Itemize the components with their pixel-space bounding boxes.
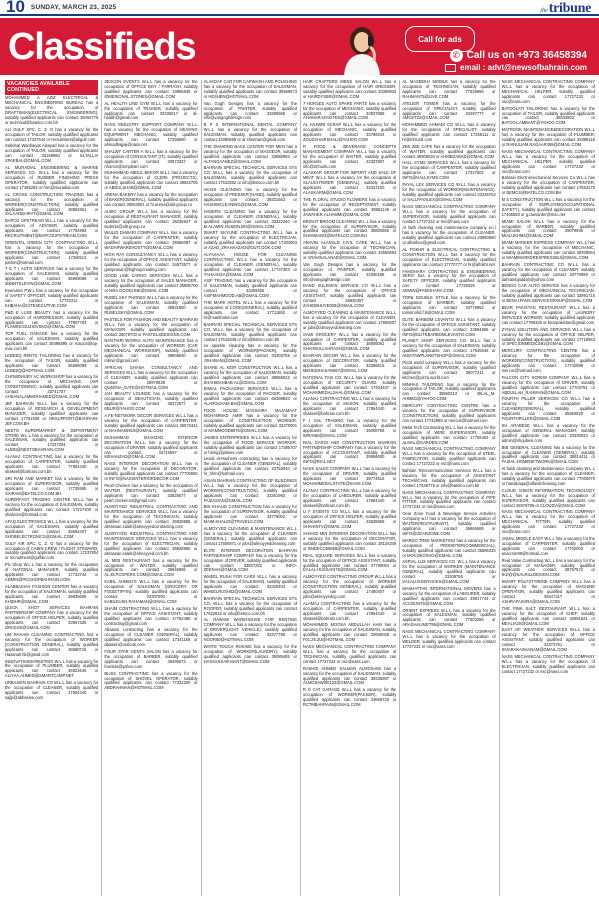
classified-ad: AFAQ ELECTRONICS W.L.L has a vacancy for the occupation of SALESMAN, suitably qualified applicants can contact 38692407 or SHOBELECTRONICS@GMAIL.COM (5, 518, 99, 539)
classified-ad: MERCURY CONTRACTING CENTRE has a vacancy for the occupation of WORKER(CONSTRUCTION), suitably qualified applicants can contact 17742988 or mercur@hotmail.com (501, 348, 595, 374)
classified-ad: 3ESCON EVENTS W.L.L has a vacancy for the occupation of OFFICE BOY / FARRASH, suitably qualified applicants can contact 33966835 or IDMESIONAL.STONES@GMAIL.COM (104, 80, 198, 99)
classified-ad: 7 HORSES AUTO SPARE PARTS has a vacancy for the occupation of MECHANIC, suitably qualified applicants can contact 33937889 or AHAMARAZAKITES@GMAIL.COM (302, 100, 397, 121)
classified-ad: Abaasin contracting has a vacancy for the occupation of CLEANER (GENERAL), suitably qualified applicants can contact 17341155 or abaasin@outlook.com (104, 627, 198, 648)
classified-ad: GULF AIR SPC. C. Z. O has a vacancy for the occupation of CABIN CREW / FLIGHT STEWARD, suitably qualified applicants can contact 17237804 or recruitment@gulfair.com (5, 540, 99, 561)
classified-ad: HADERS CLEANING has a vacancy for the occupation of CLEANER (GENERAL), suitably qualified applicants can contact 33322340 or M.ALAMIN.HUSEIN.BH@GMAIL.COM (203, 208, 297, 229)
classified-ad: TOP FUEL GARAGE has a vacancy for the occupation of SALESMAN, suitably qualified applicants can contact 36495895 or mauzo@top-max.com.bh (5, 331, 99, 352)
column-2 (101, 80, 197, 896)
classified-ad: NASS MECHANICAL CONTRACTING COMPANY W.L.L has a vacancy for the occupation of MECHANICAL HELPER, suitably qualified applicants can contact 17727232 or nsc@nass.com (501, 80, 595, 104)
classified-ad: TOP& DOUBLE STYLE has a vacancy for the occupation of BARBER, suitably qualified applicants can contact 33779953 or tomsmohd.f.b@GMAIL.COM (402, 295, 496, 315)
classified-ad: T E T I AUTO SERVICES has a vacancy for the occupation of SALESMAN, suitably qualified applicants can contact 36969088 or 30684TELEVIN@GMAIL.COM (5, 266, 99, 287)
classified-ad: Al faith cleaning and maintenance company w.l.l has a vacancy for the occupation of CLEANER, suitably qualified applicants can contact 33960660 or alfaithco@gmail.com (402, 225, 496, 246)
classified-ad: AL HEALTH LINE GYM W.L.L has a vacancy for the occupation of TRAINER, suitably qualified applicants can contact 33336017 or al-health@gmail.com (104, 100, 198, 121)
classified-ad: REAL SQUARE SERVICES W.L.L has a vacancy for the occupation of OFFICE ASSISTANT, suitably qualified applicants can contact 37799054 or DALAL.HUSSAIN75@GMAIL.COM (302, 552, 397, 573)
classified-ad: NASS MECHANICAL CONTRACTING COMPANY W.L.L has a vacancy for the occupation of MECHANICAL HELPER, suitably qualified applicants can contact 17727232 or nsc@nass.com (501, 148, 595, 174)
classified-ad: WHEEL RUSH FOR CARS W.L.L has a vacancy for the occupation of SALESMAN, suitably qualified applicants can contact 33320404 or WHEELRUSH02@GMAIL.COM (203, 574, 297, 595)
classified-ad: MIAMI SALON W.L.L has a vacancy for the occupation of BARBER, suitably qualified applicants can contact 39079936 or MIALUKHM2@GMAIL.COM (501, 218, 595, 239)
speech-bubble: Call for ads (405, 26, 475, 52)
classified-ad: ALMOYYED CLEANING & MAINTENANCE W.L.L has a vacancy for the occupation of CLEANER, suitably qualified applicants can contact 17806007 or jobs@almoyyedcleaning.com (302, 309, 397, 330)
classified-ad: BIN KHALID CONSTRUCTION has a vacancy for the occupation of SUPERVISOR, suitably qualified applicants can contact 33779002 or MAIM.KHALID@TRAVELS.COM (203, 504, 297, 525)
classified-ad: ARAVIN ALANALD CIVIL CARE W.L.L has a vacancy for the occupation of TECHNICIAN, suitably qualified applicants can contact 34566693 or ARAVINALANAD@GMAIL.COM (302, 240, 397, 261)
classified-ad: Executive P.W.L has a vacancy for the occupation of SAFETY OFFICER, suitably qualified applicants can contact 17733311 or KHBAHA@CITEXECUTIVE.COM (5, 288, 99, 308)
classified-ad: THE FLORAL STUDIO FLOWERS has a vacancy for the occupation of RECEPTIONIST, suitably qualified applicants can contact 38581146 or JAWAHER.ALHAMMI@GMAIL.COM (302, 196, 397, 217)
classified-ad: PAYAL LEX SERVICES CO W.L.L has a vacancy for the occupation of WORKER(MAINTENANCE), suitably qualified applicants can contact 33336753 or SALLPAYALEX@GMAIL.COM (402, 182, 496, 202)
classified-ad: NASS MECHANICAL CONTRACTING COMPANY W.L.L has a vacancy for the occupation of SUPERVISOR, suitably qualified applicants can contact 17727232 or nsc@nass.com (402, 203, 496, 224)
classified-ad: SHARE AL KEIR CONSTRUCTION W.L.L has a vacancy for the occupation of SALESMAN, suitably qualified applicants can contact 38866022 or SHAHIBAHBAB.AL@GMAIL.COM (203, 364, 297, 385)
classified-ad: INNOVATIVEMARKETING W.L.L has a vacancy for the occupation of PLUMBER, suitably qualified applicants can contact 36822646 or ALIYAA.AHMED@SMARTCAMP.NET (5, 658, 99, 679)
classified-ad: ALMOYYED CLEANING & MAINTENANCE W.L.L has a vacancy for the occupation of CLEANER (GENERAL), suitably qualified applicants can contact 17806871 or jobs@almoyyedcleaning.com (203, 526, 297, 546)
email-text: email : advt@newsofbahrain.com (460, 63, 587, 72)
column-ads (502, 80, 595, 675)
newspaper-logo (540, 1, 591, 17)
classified-ad: URBASIEN BAHRAIN CO W.L.L has a vacancy for the occupation of CLEANER, suitably qualified applicants can contact 17554340 or sajlp@abbasiee.com (5, 680, 99, 700)
classified-ad: BATOOLATI TAILORING has a vacancy for the occupation of TAILOR, suitably qualified applicants can contact 38033802 or BATOOL.AMBANT@YAHOO.COM (501, 105, 595, 126)
classified-ad: SHAIM CONTRACTING W.L.L has a vacancy for the occupation of OFFICE ASSISTANT, suitably qualified applicants can contact 17752489 or contracting@gmail.com (104, 605, 198, 626)
classified-ad: BRIGHT BROOM CLEANING W.L.L has a vacancy for the occupation of SUPERVISOR, suitably qualified applicants can contact 38800566 or SHAMSADD@BATELCO.COM.BH (302, 218, 397, 239)
classified-ad: JAMAL MIDDLE EAST W.L.L has a vacancy for the occupation of CARPENTER, suitably qualified applicants can contact 17702003 or anacmm99@hotmail.com (501, 535, 595, 556)
classified-ad: RUBEL SKY PHONES W.L.L has a vacancy for the occupation of SALESMAN, suitably qualified applicants can contact 36931800 or RUBELSKY@GMAIL.COM (104, 295, 198, 315)
classified-ad: Sahebal Wanhaiyat Alsayad has a vacancy for the occupation of TAILOR, suitably qualified applicants can contact 33159960 or ELTALLIA SPAEBAL@GMAIL.COM (5, 143, 99, 164)
classified-ad: ALBIO GROUP W.L.L has a vacancy for the occupation of RESTAURANT MANAGER, suitably qualified applicants can contact 35036847 or tsubmis@alit-group.co (104, 208, 198, 229)
classified-ad: MUHAMMAD SHAHZAD INTERIOR DECORATION W.L.L has a vacancy for the occupation of DRIVER, suitably qualified applicants can contact 33716597 or MSHAHZAD@GMAIL.COM (104, 434, 198, 460)
classified-ad: NASS INDUSTRY SUPPORT COMPANY W.L.L has a vacancy for the occupation of HEAVING EQUIPMENT MECHANIC, suitably qualified applicants can contact 17256600 or ahmadhajjaji@nass.net (104, 122, 198, 148)
classified-ad: MATROOK MAINTENANCE&DECORATION W.L.L has a vacancy for the occupation of PLUMBER, suitably qualified applicants can contact 38398118 or RAINUUAM.NAGAAR455@GMAIL.COM (501, 127, 595, 148)
classified-ad: BEAR PAKISTAN RESTAURANT W.L.L has a vacancy for the occupation of LAUNDRY SERVICES WORKER, suitably qualified applicants can contact 17786335 or bearpakistan@gmail.com (501, 305, 595, 325)
classified-ad: PLANET SHOP SERVICES CO. W.L.L has a vacancy for the occupation of SALESMAN, suitably qualified applicants can contact 17545646 or ANISTAWPLANETSHOP@GMAIL.COM (402, 338, 496, 359)
classified-ad: PASTELS FOR FASHION AND BEAUTY BAHRAIN W.L.L has a vacancy for the occupation of MANAGER, suitably qualified applicants can contact 38079703 or PASTELSDESIGNS.COM (104, 316, 198, 337)
call-text: Call us on +973 36458394 (466, 50, 587, 61)
classified-ad: CLOUD VISION INFORMATION TECHNOLOGY W.L.L has a vacancy for the occupation of SUPERVISOR, suitably qualified applicants can contact 36979795 or CLOUDV@GMAIL.COM (501, 487, 595, 508)
classified-ad: ALYAHAAA HOUSE FOR CLEANING CONTRACTING W.L.L has a vacancy for the occupation of CLEANER (GENERAL), suitably qualified applicants can contact 17737303 or YAHAAHSA@GMAIL.COM (203, 251, 297, 277)
classified-ad: NASS MECHANICAL CONTRACTING COMPANY W.L.L has a vacancy for the occupation of STEEL FABRICATOR, suitably qualified applicants can contact 17727232 or nsc@nass.com (402, 446, 496, 467)
classified-ad: GOOD LINE CARGO SERVICES W.L.L has a vacancy for the occupation of SALES MANAGER, suitably qualified applicants can contact 35986700 or NOA.GOODLINE@GMAIL.COM (104, 273, 198, 294)
classified-ad: AL HAJWRI SCRAP W.L.L has a vacancy for the occupation of MECHANIC, suitably qualified applicants can contact 33789344 or ZOUZSHAIRSHALI@YAHOO.COM (302, 122, 397, 143)
classified-ad: NASS SALES COMPANY W.L.L has a vacancy for the occupation of DRIVER, suitably qualified applicants can contact 39774615 or MOHAMMEDALSTATE@NASS.COM (302, 466, 397, 487)
classified-ad: NASS MECHANICAL CONTRACTING COMPANY W.L.L has a vacancy for the occupation of TECHNICIAN, suitably qualified applicants can contact 17727232 or nsc@nass.com (302, 644, 397, 664)
page-number: 10 (6, 0, 25, 16)
classified-ad: AL RAWABI WAREHOUSE FOR RENTING COMPANY W.L.L has a vacancy for the occupation of DRIVER(LIGHT VEHICLE), suitably qualified applicants can contact 33377788 or NOOR80@HOTMAIL.COM (203, 617, 297, 643)
issue-date: SUNDAY, MARCH 23, 2025 (30, 3, 117, 11)
classified-ad: SRI RAM AND MARKET has a vacancy for the occupation of SUPERVISOR, suitably qualified applicants can contact 17735995 or SAIRAM@BATELCO.COM.BH (5, 475, 99, 496)
classified-ad: DAND SULEMAN SERVICE CO W.L.L has a vacancy for the occupation of OFFICE ASSISTANT, suitably qualified applicants can contact 36830457 or ZAHIDBHUYE009@GMAIL.COM (302, 283, 397, 309)
section-heading: VACANCIES AVAILABLE CONTINUED (5, 80, 98, 95)
classified-ad: R S CAT GARAGE W.L.L has a vacancy for the occupation of WORKER(PACKER), suitably qualified applicants can contact 33669733 or RCTMBAHRAIN@GMAIL.COM (302, 687, 397, 708)
column-5 (399, 80, 495, 896)
classified-ad: SUPERFAST TRADING CENTRE W.L.L has a vacancy for the occupation of SALESMAN, suitably qualified applicants can contact 17227200 or shahrom@hotmail.com (5, 497, 99, 518)
classified-ad: ORIENTAL GREEN CITY CONTRACTING W.L.L has a vacancy for the occupation of WORKER(CONSTRUCTION), suitably qualified applicants can contact 17390113 or pathm@hotmail.com (5, 239, 99, 265)
classified-ad: F I SAL TRADING has a vacancy for the occupation of SALESMAN, suitably qualified applicants can contact 39008768 or IMRANB@GMAIL.COM (302, 418, 397, 438)
column-ads (402, 80, 495, 650)
classified-ad: Gear Zone Food & Beverage Service Activities Company w.l.l has a vacancy for the occupation of WAITER(RESTAURANT), suitably qualified applicants can contact 36966669 or INFO@GEARZONE.COM (402, 511, 496, 536)
classified-ad: WHITE TOUCH ROKING has a vacancy for the occupation of WORKER(LAUNDRY), suitably qualified applicants can contact 39085485 or HASSANSAIF.MANT@GMAIL.COM (203, 644, 297, 664)
classified-ad: ZYNAN SOLUTION AND SERVICES W.L.L has a vacancy for the occupation of OFFICE HELPER, suitably qualified applicants can contact 17718963 or SPECIONMEDICS91@GMAIL.COM (501, 326, 595, 347)
column-ads (204, 80, 297, 665)
classified-ad: WAILID DAWARI COMPANY W.L.L has a vacancy for the occupation of CARPENTER, suitably qualified applicants can contact 39366087 or WADARWAREHOSTT@GMAIL.COM (104, 230, 198, 251)
classified-ad: ZEE ZEE CAFE has a vacancy for the occupation of WAITER, suitably qualified applicants can contact 39909030 or AHMEDABAD@GMAIL.COM (402, 143, 496, 159)
classified-ad: MIAMI MARKER EXPRESS COMPANY W.L.L has a vacancy for the occupation of MECHANIC, suitably qualified applicants can contact 39308054 or MIAMIMARKEREXPRESSBU@GMAIL.COM (501, 240, 595, 261)
classified-ad: RIAL GARGI AND CONSTRUCTION BAHRAIN PARTNERSHIP COMPANY has a vacancy for the occupation of ACCOUNTANT, suitably qualified applicants can contact 39966000 or INFO@RIAL.NET (302, 439, 397, 465)
classified-ad: MOHAMMED AHMADI CO W.L.L has a vacancy for the occupation of SPECIALIST, suitably qualified applicants can contact 17258111 or hr@mhcodl.com (402, 122, 496, 143)
classified-ad: A FE-NETWORK DECOR SERVICES W.L.L has a vacancy for the occupation of CARPENTER, suitably qualified applicants can contact 36573441 or NAHNAS8910@GMAIL.COM (104, 413, 198, 433)
classified-ad: AFRICAN GHANA CONSULTANCY AND SERVICES W.L.L has a vacancy for the occupation of CLEANER, suitably qualified applicants can contact 36978938 or QUEENA_GATE@HOTMAIL.COM (104, 364, 198, 390)
classified-ad: QUICK SHOT SERVICES BAHRAIN PARTNERSHIP COMPANY has a vacancy for the occupation of OFFICE HELPER, suitably qualified applicants can contact 33967325 or ORCESS@GMAIL.COM (5, 605, 99, 631)
classified-ad: JBF BAHRAIN W.L.L has a vacancy for the occupation of RESEARCH & DEVELOPMENT MANAGER, suitably qualified applicants can contact 17781938 or HRSUPPORT@BAHRAIN-JBF.COM.BH (5, 401, 99, 426)
classified-ad: ASIAN BAHRAIN CONTRACTING OF BUILDINGS W.L.L has a vacancy for the occupation of WORKER(CONSTRUCTION), suitably qualified applicants can contact 33361993 or FAIZASIAN@GMAIL.COM (203, 477, 297, 503)
mail-icon (445, 64, 456, 72)
classified-ad: UM RAHAM CLEANING CONTRACTING has a vacancy for the occupation of WORKER (CONSTRUCTION GENERAL), suitably qualified applicants can contact 38680715 or Hasanali.hk@gmail.com (5, 631, 99, 657)
classified-ad: ALASKAR GROUP FOR IMPORT AND SALE OF MEAT W.L.L has a vacancy for the occupation of SLAUGHTERER (GENERAL), suitably qualified applicants can contact 33337100 or ALASKARM@GMAIL.COM (302, 170, 397, 196)
classified-ad: FOOD HOUSE MASSHIRA MAJAMAAT MOHAMMAD AMIR has a vacancy for the occupation of CONSTRUCTION WORKER, suitably qualified applicants can contact 33370001 or MAMMOOD8978@GMAIL.COM (203, 408, 297, 433)
classified-ad: Bahrain Telecommunication Services W.L.L has a vacancy for the occupation of ASSISTANT TECHNICIAN, suitably qualified applicants can contact 17536775 or info@batelco.com.bh (402, 467, 496, 488)
classified-ad: B P S INTERNATIONAL DENTAL COMPANY W.L.L has a vacancy for the occupation of SALESMAN, suitably qualified applicants can contact 33390665 or dr.sheehan@gmail.com (203, 122, 297, 143)
classified-ad: AKSHI CLEANING has a vacancy for the occupation of PRESSER (HAND), suitably qualified applicants can contact 39331663 or HASHIMCLEANING@GMAIL.COM (203, 187, 297, 207)
classified-ad: AL MIDI RESTAURANT has a vacancy for the occupation of WAITER, suitably qualified applicants can contact 39946906 or AL.ELPCOPERS.COM@GMAIL.COM (104, 557, 198, 578)
classified-ad: ASIF TRADING has a vacancy for the occupation of SALESMAN, suitably qualified applicants can contact 33359460 or ASIFMAHMOOD.AB@GMAIL.COM (203, 278, 297, 299)
classified-ad: ALANAJ CONTRACTING W.L.L has a vacancy for the occupation of LABOURER, suitably qualified applicants can contact 17864440 or shakeel@bahrain.com.bh (302, 487, 397, 508)
woman-phone-illustration (330, 21, 394, 75)
classified-ad: HALL SYMS SERVICES W.L.L has a vacancy for the occupation of CARPENTER, suitably qualified applicants can contact 17337602 or INFO@HALLSYMS.COM (402, 160, 496, 181)
classified-ad: SHALWT CARTER A W.L.L has a vacancy for the occupation of CONSULTANT (IT), suitably qualified applicants can contact 33973327 or nhorsm@simplearr.com (104, 148, 198, 169)
classified-ad: Pizza world company W.L.L has a vacancy for the occupation of SUPERVISOR, suitably qualified applicants can contact 36077211 or kitchen@pizza.world.com (402, 359, 496, 380)
classified-ad: Lesail al-Hashemi contracting has a vacancy for the occupation of CLEANER (GENERAL), suitably qualified applicants can contact 33753040 or hr_hhm@hotmail.com (203, 456, 297, 477)
classified-ad: NASS MECHANICAL CONTRACTING COMPANY W.L.L has a vacancy for the occupation of WELDER, suitably qualified applicants can contact 17727232 or nsc@nass.com (402, 629, 496, 649)
classified-ad: ORIENT EXPRESS W.L.L has a vacancy for the occupation of SALESMAN, suitably qualified applicants can contact 77303366 or ARASHALIMET99@GMAIL.COM (402, 607, 496, 628)
classified-ad: FOURTH PILLER SERVICES CO W.L.L has a vacancy for the occupation of CLEANER(GENERAL), suitably qualified applicants can contact 35960820 or FOURTHPILLER@GMAIL.COM (501, 396, 595, 422)
classified-ad: MOHAMMED MOOSA ABDULLAH HAM has a vacancy for the occupation of SALESMAN, suitably qualified applicants can contact 33665028 or F01.25.2U@HOTMAIL.COM (302, 622, 397, 643)
email-line (445, 63, 587, 72)
classified-ad: no sparkle cleaning has a vacancy for the occupation of WORKER(PACKER), suitably qualified applicants can contact 33303759 or JSHABANI@GMAIL.COM (203, 343, 297, 364)
classified-ad: EAST OF WEATHER SERVICES W.L.L has a vacancy for the occupation of OFFICE ASSISTANT, suitably qualified applicants can contact 33373751 or SIVARAKASHANAM@GMAIL.COM (501, 627, 595, 653)
call-line (450, 49, 587, 62)
classified-ad: MOHAMMED A AZIZ ELECTRICAL & MECHANICAL ENGINEERING BUREAU has a vacancy for the occupation of DRAFTSMAN(ELECTRICAL ENGINEERING), suitably qualified applicants can contact 39464775 or technical@batelco.com.bh (5, 95, 99, 126)
classified-ad: NASS MECHANICAL CONTRACTING COMPANY W.L.L has a vacancy for the occupation of ELECTRICIAN, suitably qualified applicants can contact 17727232 or nsc@nass.com (501, 653, 595, 674)
classified-ad: BAHRAIN SPECIAL TECHNICAL SERVICES STS CO. W.L.L has a vacancy for the occupation of SALESMAN, suitably qualified applicants can contact 17622852 or info@bstsco.com.bh (203, 165, 297, 186)
classified-ad: NANTHIRI WORKS AUTO MAINTENANCE has a vacancy for the occupation of WORKER (CAR MECHANICAL WORKSHOP), suitably qualified applicants can contact 38908530 or mbrvir@gmail.com (104, 338, 198, 364)
classified-ad: FAMOHARA CONTRACTING & ENGINEERING SERVI has a vacancy for the occupation of SAFETY OFFICER, suitably qualified applicants can contact 17729325 or ADMIN@FAMOHARA.COM (402, 268, 496, 294)
classified-ad: MINHAS TAILORING has a vacancy for the occupation of TAILOR, suitably qualified applicants can contact 38860313 or BILAL_M-AHMED@YAHOO.COM (402, 381, 496, 402)
classified-ad: SH ARABESE W.L.L has a vacancy for the occupation of GENERAL MANAGER, suitably qualified applicants can contact 33336033 or admin@shqubesi.com (501, 422, 595, 443)
classified-ad: ALANAJ CONTRACTING W.L.L has a vacancy for the occupation of MASON, suitably qualified applicants can contact 17864440 or shakeel@bahrain.com.bh (302, 396, 397, 417)
classified-ad: ALMOYYED INDUSTRIAL CONTRACTING AND MAINTENANCE SERVICES W.L.L has a vacancy for the occupation of TECHNICIAN, suitably qualified applicants can contact 36828855 or alHassan.salah@almoyyedcontracting.com (104, 504, 198, 530)
page-header (0, 0, 599, 16)
classified-ad: BIB GENERAL CLEANING has a vacancy for the occupation of CLEANER (GENERAL), suitably qualified applicants can contact 38814411 or FAISAL-HOMENETWORK@GMAIL.COM (501, 444, 595, 465)
classified-ad: Pearl Chicken has a vacancy for the occupation of WAITER (RESTAURANT), suitably qualified applicants can contact 33925077 or pearl.chicken44@gmail.com (104, 482, 198, 503)
classified-ad: ALAKDAF CAR FOR CARWASH AND POLISHING has a vacancy for the occupation of SALESMAN, suitably qualified applicants can contact 35969573 or HESHEN@HOTMAIL.COM (203, 80, 297, 99)
classified-ad: THE MARK HOTEL W.L.L has a vacancy for the occupation of COOK(GENERAL), suitably qualified applicants can contact 17711892 or hr@markhotel.com (203, 300, 297, 320)
classified-ad: JAH BEAUTY LOUNGE has a vacancy for the occupation of BEAUTICIAN, suitably qualified applicants can contact 35372577 or EBUR@YAHOO.COM (104, 391, 198, 412)
classified-ad: ATELIER TOWER has a vacancy for the occupation of SPECIALIST, suitably qualified applicants can contact 33497777 or AMCETZ2@GMAIL.COM (402, 100, 496, 121)
classified-ad: RASHID AHMED SALMAN ALMOSAWI has a vacancy for the occupation of SALESMAN, suitably qualified applicants can contact 39335987 or ALMOSAWI00123@GMAIL.COM (302, 665, 397, 686)
classified-ad: BAHRAIN DECOR W.L.L has a vacancy for the occupation of DECORATOR, suitably qualified applicants can contact 33366615 or MEHEDIHASAN567@GMAIL.COM (302, 353, 397, 374)
classified-ad: Bahrain Electromechanical Services Co W.L.L has a vacancy for the occupation of CARPENTER, suitably qualified applicants can contact 17563175 or BEMCS@BATELCO.COM.BH (501, 175, 595, 196)
classified-ad: ALI GULF SPC. C. Z. O has a vacancy for the occupation of TAILOR, suitably qualified applicants can contact 17337644 or recruitment@aligulf.com (5, 126, 99, 142)
classified-ad: NASS MECHANICAL CONTRACTING COMPANY W.L.L has a vacancy for the occupation of MECHANICAL FITTER, suitably qualified applicants can contact 17727232 or nsc@nass.com (501, 509, 595, 535)
classified-ad: ARENA BAKERY has a vacancy for the occupation of BAKER(GENERAL), suitably qualified applicants can contact 38063001 or hr.arena@alit-group.co (104, 192, 198, 207)
classified-ad: NESTO SUPERMARKET & DEPARTMENT STORE W.L.L has a vacancy for the occupation of SALESMAN, suitably qualified applicants can contact 17337204 or ALBIN@NESTOBAHRAIN.COM (5, 427, 99, 453)
phone-icon: ✆ (450, 49, 463, 62)
classified-ad: ALMOYYED CONTRACTING GROUP W.L.L has a vacancy for the occupation of WORKER (CONSTRUCTION GENERAL), suitably qualified applicants can contact 17480407 or jobs@almoyyedcg.com (302, 574, 397, 600)
classified-ad: M S CONSTRUCTION W.L.L has a vacancy for the occupation of EMPLOYEE(OCCUPATIONAL SAFETY), suitably qualified applicants can contact 17405550 or g.raevarder@msc.net (501, 196, 595, 217)
classified-ad: CHOWDHURY AC WORKSHOP has a vacancy for the occupation of MECHANIC (AIR CONDITIONING), suitably qualified applicants can contact 33741757 or AHSANALAMMOHAMED@GMAIL.COM (5, 374, 99, 400)
classified-ad: AL MURADIAL ENGINEERING & MARINE SERVICES CO. W.L.L has a vacancy for the occupation of RUBBER FINISHING PRESS OPERATOR, suitably qualified applicants can contact 17485263 or hrm@muradial.com (5, 165, 99, 190)
column-4 (300, 80, 396, 896)
classifieds-banner (0, 18, 599, 75)
classified-ad: MERCURY CONTRACTING CENTRE has a vacancy for the occupation of SUPERVISOR (CONSTRUCTION), suitably qualified applicants can contact 17742988 or mercur@hotmail.com (402, 403, 496, 423)
column-3 (201, 80, 297, 896)
column-1 (5, 80, 98, 896)
classified-ad: FALCON CITY SCREW COMPANY W.L.L has a vacancy for the occupation of DRIVER, suitably qualified applicants can contact 17703791 or ABDULLAH_RAHMAN@GMAIL.COM (501, 374, 595, 395)
classified-ad: ALAMAJ CONTRACTING has a vacancy for the occupation of CARPENTER, suitably qualified applicants can contact 17864440 or shakeel@bahrain.com.bh (302, 600, 397, 621)
classified-ad: BAPCO UPSTREAM W.L.L has a vacancy for the occupation of ADVISER, suitably qualified applicants can contact 17754983 or RECRUITMENT@BAPCOUPSTREAM.COM (5, 218, 99, 239)
classified-ad: Real Value Contracting W.L.L has a vacancy for the occupation of MANAGER, suitably qualified applicants can contact 38767572 or fe1f@@SALRILLDESIGN.COM (501, 557, 595, 578)
classified-ad: AL FOKHR & ELECTRICAL CONTRACTING & CONSTRUCTION W.L.L has a vacancy for the occupation of ELECTRICIAN, suitably qualified applicants can contact 17770777 or hr@alfokhr.net (402, 246, 496, 267)
classified-ad: BAHRAIN CONTRACTING CO W.L.L has a vacancy for the occupation of CLEANER, suitably qualified applicants can contact 33770999 or bahrainbjaddah@yahoo.com (501, 261, 595, 282)
classified-ad: ALANAJ CONTRACTING has a vacancy for the occupation of CARPENTER, suitably qualified applicants can contact 77864440 or shakeel@bahrain.com.bh (5, 454, 99, 474)
column-6 (499, 80, 595, 896)
classified-ad: Van Gogh Designs has a vacancy for the occupation of PAINTER, suitably qualified applicants can contact 33330188 or info@vangoghdesign.com (302, 261, 397, 282)
classified-ad: NATIONAL TAXI CO. W.L.L has a vacancy for the occupation of SECURITY GUARD, suitably qualified applicants can contact 17403407 or MOHAMMEDALSHAL@GMAIL.COM (302, 374, 397, 395)
classified-ad: ASPIAL LUX SERVICES CO. W.L.L has a vacancy for the occupation of WORKER (MAINTENANCE GENERAL), suitably qualified applicants can contact 33309755 or SALALUXSERVICES@GMAIL.COM (402, 559, 496, 585)
classified-ad: NASS INTERIOR DECORATION W.L.L has a vacancy for the occupation of DECORATOR, suitably qualified applicants can contact 77706555 or INFO@NASSINTERIORDECOR.COM (104, 461, 198, 482)
classified-ad: ALABBASIAH FASHION CENTER has a vacancy for the occupation of SALESMAN, suitably qualified applicants can contact 39836665 or KHIDHR@GMAIL.COM (5, 583, 99, 604)
classified-ad: MANHATTAN INTERNATIONAL MOVERS has a vacancy for the occupation of LABOURER, suitably qualified applicants can contact 39917744 or ACCOUNTS@GMAIL.COM (402, 585, 496, 606)
logo-prefix: the (540, 8, 548, 14)
classified-ad: Al faish cleaning and Maintenance Company W.L.L has a vacancy for the occupation of CLEANER, suitably qualified applicants can contact 77000070 or hanaikaqa@alfaishcleaning.com (501, 466, 595, 487)
classified-ad: MUHAMMAD ABDUL BEKOR W.L.L has a vacancy for the occupation of CLERK (PROJECTS), suitably qualified applicants can contact 39923705 or ABDULSHAB@GMAIL.COM (104, 170, 198, 191)
logo-name: tribune (548, 1, 591, 16)
classified-ad: ELITE INTERIOR DECORATION BAHRAIN PARTNERSHIP COMPANY has a vacancy for the occupation of DRIVER, suitably qualified applicants can contact 33657253 or INFO-ZEENAH@GMAIL.COM (203, 547, 297, 573)
classifieds-columns (5, 80, 595, 896)
classified-ad: BENGO CAR AUTO SERVICE has a vacancy for the occupation of MECHANICAL TECHNICIAN, suitably qualified applicants can contact 33991716 or BENAI.PANS.SERVICEGROUP@GMAIL.COM (501, 283, 595, 304)
classified-ad: Van Gogh Designs has a vacancy for the occupation of PAINTER, suitably qualified applicants can contact 33399555 or info@vangoghdesign.com (203, 100, 297, 121)
classified-ad: BAHRAIN SPECIAL TECHNICAL SERVICES STS CO. W.L.L has a vacancy for the occupation of SALESMAN, suitably qualified applicants can contact 17622849 or info@bstsco.com.bh (203, 321, 297, 342)
classified-ad: HIGH RAY CONSULTANCY W.L.L has a vacancy for the occupation of OFFICE ASSISTANT, suitably qualified applicants can contact 34973577 or ganiprasan@highraycreating.com (104, 251, 198, 272)
classified-ad: SMART SKYLINE CONTRACTING W.L.L has a vacancy for the occupation of ELECTRICIAN, suitably qualified applicants can contact 17303003 or AZAD_ZRAHAAZAD@OUTLOOK.COM (203, 230, 297, 251)
classified-ad: KABIL AHMED'S W.L.L has a vacancy for the occupation of SALESMAN (GROCERY OR FOOD/TIFFIN), suitably qualified applicants can contact 33307000 or KABILEUSH.RAHAMAN@GMAIL.COM (104, 579, 198, 604)
classified-ad: KIMIAL PACKAGING SERVICES W.L.L has a vacancy for the occupation of PACKER, suitably qualified applicants can contact 66398833 or ALAROUHAM.BH@GMAIL.COM (203, 386, 297, 407)
classified-ad: BLISS CONTRACTING has a vacancy for the occupation of SHOVEL OPERATOR, suitably qualified applicants can contact 77332200 or ABDRAHMAN@HOTMAIL.COM (104, 670, 198, 691)
classified-ad: JAMIES ENTERPRISES W.L.L has a vacancy for the occupation of FOOD SERVICE WORKER, suitably qualified applicants can contact 17395707 or hiring@jamies.com (203, 434, 297, 455)
column-ads (5, 96, 98, 701)
classified-ad: R FOOD & BEVERAGE CONCEPTS MANAGEMENT COMPANY W.L.L has a vacancy for the occupation of WAITER, suitably qualified applicants can contact 33337807 or info@2rfoods.com (302, 143, 397, 169)
classified-ad: Pic Shop W.L.L has a vacancy for the occupation of NATIONAL MANAGER, suitably qualified applicants can contact 17733744 or ADMIN@PICSHOPBAHRAIN.COM (5, 562, 99, 583)
classified-ad: AL MASEEKH MOBILE has a vacancy for the occupation of TECHNICIAN, suitably qualified applicants can contact 77339966 or RAHMAN75@LIVE.COM (402, 80, 496, 99)
classified-ad: P&D E LUXE BEAUTY has a vacancy for the occupation of HAIRDRESSER, suitably qualified applicants can contact 77907754 or FLAMINCOUZIOVSKO@GMAIL.COM (5, 309, 99, 330)
classified-ad: NASS MECHANICAL CONTRACTING COMPANY W.L.L has a vacancy for the occupation of PIPE FITTER, suitably qualified applicants can contact 17727232 or nsc@nass.com (402, 489, 496, 510)
classified-ad: SHAHID MIN INTERIOR DECORATION W.L.L has a vacancy for the occupation of DECORATOR, suitably qualified applicants can contact 38126349 or SMDECO55658@GMAIL.COM (302, 531, 397, 551)
column-ads (303, 80, 396, 708)
classified-ad: U F EVENTS CO W.L.L has a vacancy for the occupation of OFFICE HELPER, suitably qualified applicants can contact 33635968 or SHAHINTV@GMAIL.COM (302, 509, 397, 530)
banner-title: Classifieds (8, 26, 196, 68)
classified-ad: HAIR CRAFTERS MENS SALON W.L.L has a vacancy for the occupation of HAIR DRESSER, suitably qualified applicants can contact 33389933 or HAIRDYSBR@GMAIL.COM (302, 80, 397, 99)
classified-ad: Metal Tech Contracting W.L.L has a vacancy for the occupation of WIRE SUPERVISOR, suitably qualified applicants can contact 17755453 or ALMAL@GARDEN.COM (402, 424, 496, 445)
classified-ad: THE DIAMOND BACK CENTER FOR MEN has a vacancy for the occupation of MASSEUR, suitably qualified applicants can contact 33880993 or ALTANGAANEZ@GMAIL.COM (203, 143, 297, 164)
classified-ad: ALMOYYED INDUSTRIAL CONTRACTING AND MAINTENANCE SERVICES W.L.L has a vacancy for the occupation of ELECTRICIAN, suitably qualified applicants can contact 36828855 or alHassan.salah@almoyyed.com.bh (104, 531, 198, 556)
classified-ad: SMART POLYSTYRENE COMPANY W.L.L has a vacancy for the occupation of MACHINE OPERATOR, suitably qualified applicants can contact 39347317 or ASHRAFASHRA@GMAIL.COM (501, 579, 595, 604)
classified-ad: FOUR STAR GENTS SALON has a vacancy for the occupation of BARBER, suitably qualified applicants can contact 39495073 or fourstar@yahoo.com (104, 648, 198, 669)
classified-ad: LEBEEQ RENTS TAILORING has a vacancy for the occupation of TAILOR, suitably qualified applicants can contact 66695089 or LEBEEQ@HOTMAIL.COM (5, 352, 99, 373)
classified-ad: ELITE BARBOM LEVANTO W.L.L has a vacancy for the occupation of OFFICE ASSISTANT, suitably qualified applicants can contact 33694965 or INFO@ELITEBARBOMLEVANTO.COM (402, 316, 496, 337)
classified-ad: AL CROSS CONSTRUCTION TRADING has a vacancy for the occupation of WORKER(CONSTRUCTION), suitably qualified applicants can contact 38964861 or SALAADBAIRAT@GMAIL.COM (5, 191, 99, 217)
classified-ad: MARGO TREE MARKETING has a vacancy for the occupation of PROMOTER(COMMERCIAL), suitably qualified applicants can contact 35586333 or MOCOKOSHO@GMAIL.COM (402, 537, 496, 558)
column-ads (104, 80, 197, 691)
classified-ad: SAMI GROCERY W.L.L has a vacancy for the occupation of CARPENTER, suitably qualified applicants can contact 38806061 or SHAHBULLAHRASH@GMAIL.COM (302, 331, 397, 352)
classified-ad: THE PINK SALT RESTAURANT W.L.L has a vacancy for the occupation of CHEF, suitably qualified applicants can contact 33991621 or MEALIA20@GMAIL.COM (501, 605, 595, 626)
classified-ad: BAHRAIN SPECIAL TECHNICAL SERVICES STS CO. W.L.L has a vacancy for the occupation of ROOFER, suitably qualified applicants can contact 17622642 or info@bstsco.com.bh (203, 595, 297, 616)
